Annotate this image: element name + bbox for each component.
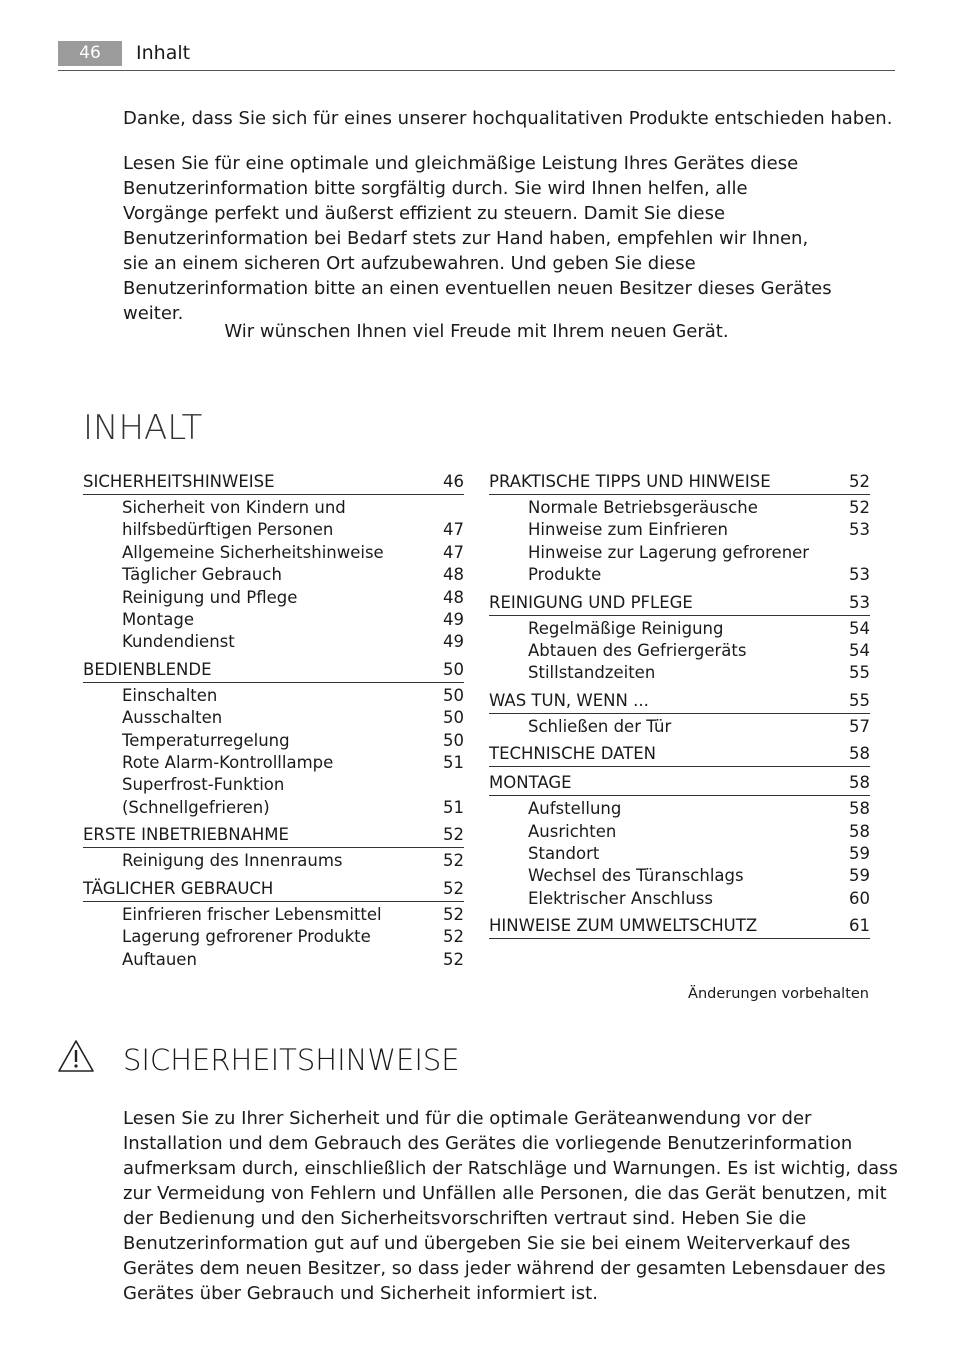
toc-section[interactable]: [83, 824, 464, 848]
toc-section[interactable]: [83, 878, 464, 902]
toc-item-label: Ausschalten: [122, 708, 223, 728]
toc-item-page: 48: [443, 565, 464, 585]
toc-item-page: 52: [443, 927, 464, 947]
toc-item[interactable]: [83, 542, 464, 564]
toc-item[interactable]: [489, 618, 870, 640]
toc-item-label: Stillstandzeiten: [528, 663, 656, 683]
toc-item[interactable]: [83, 631, 464, 653]
toc-item[interactable]: [83, 949, 464, 971]
toc-section[interactable]: [489, 915, 870, 939]
toc-item-page: 52: [849, 498, 870, 517]
toc-section[interactable]: [489, 772, 870, 796]
toc-item-label: Regelmäßige Reinigung: [528, 618, 724, 638]
toc-item-page: 48: [443, 587, 464, 607]
toc-item-page: 52: [443, 904, 464, 924]
toc-section[interactable]: [489, 592, 870, 616]
toc-item-page: 50: [443, 730, 464, 750]
toc-section-title: SICHERHEITSHINWEISE: [83, 472, 275, 491]
toc-item-label: Einschalten: [122, 685, 218, 705]
toc-section-page: 61: [849, 916, 870, 936]
toc-item-page: 54: [849, 618, 870, 638]
toc-section-title: REINIGUNG UND PFLEGE: [489, 592, 693, 612]
toc-section-title: WAS TUN, WENN ...: [489, 690, 649, 710]
toc-item[interactable]: [489, 716, 870, 738]
toc-item-list: [83, 497, 464, 654]
toc-item[interactable]: [83, 609, 464, 631]
toc-section[interactable]: [489, 743, 870, 767]
toc-section-page: 52: [443, 878, 464, 898]
toc-item-list: [489, 618, 870, 685]
toc-item-page: 58: [849, 821, 870, 841]
page-number: 46: [58, 41, 122, 66]
toc-item-page: 59: [849, 866, 870, 886]
warning-icon: [57, 1039, 95, 1073]
toc-item-page: 60: [849, 888, 870, 908]
intro-paragraph-1: Danke, dass Sie sich für eines unserer hochqualitativen Produkte entschieden haben.: [123, 108, 893, 129]
toc-item[interactable]: [83, 564, 464, 586]
toc-section-page: 58: [849, 773, 870, 793]
toc-item-page: 50: [443, 685, 464, 705]
toc-item-page: 51: [443, 753, 464, 773]
header-title: Inhalt: [136, 42, 191, 64]
toc-item[interactable]: [489, 519, 870, 541]
toc-item-page: 47: [443, 542, 464, 562]
toc-item[interactable]: [489, 662, 870, 684]
toc-title: INHALT: [83, 408, 203, 448]
changes-note: Änderungen vorbehalten: [688, 986, 869, 1002]
toc-item-page: 57: [849, 716, 870, 736]
toc-item-label: Kundendienst: [122, 632, 235, 652]
toc-section-title: ERSTE INBETRIEBNAHME: [83, 825, 289, 845]
toc-section-title: TECHNISCHE DATEN: [489, 744, 656, 764]
toc-section-page: 46: [443, 472, 464, 491]
toc-item-label: Auftauen: [122, 949, 197, 969]
toc-item-label: Lagerung gefrorener Produkte: [122, 927, 371, 947]
toc-item-label: Elektrischer Anschluss: [528, 888, 713, 908]
toc-item[interactable]: [83, 774, 464, 819]
toc-item-page: 58: [849, 799, 870, 819]
toc-section-page: 52: [849, 472, 870, 491]
toc-section-title: MONTAGE: [489, 773, 572, 793]
toc-section-title: HINWEISE ZUM UMWELTSCHUTZ: [489, 916, 758, 936]
toc-item[interactable]: [489, 798, 870, 820]
toc-item-label: Standort: [528, 844, 600, 864]
toc-item-list: [489, 497, 870, 587]
header-rule: [58, 70, 895, 71]
toc-item-page: 52: [443, 949, 464, 969]
toc-item-page: 53: [849, 520, 870, 540]
toc-item-page: 51: [443, 797, 464, 817]
toc-item-label: Aufstellung: [528, 799, 622, 819]
safety-paragraph: Lesen Sie zu Ihrer Sicherheit und für die optimale Geräteanwendung vor der Installation und dem Gebrauch des Gerätes die vorliegende Benutzerinformation aufmerksam durch, einschließlich der Ratschläge und Warnungen. Es ist wichtig, dass zur Vermeidung von Fehlern und Unfällen alle Personen, die das Gerät benutzen, mit der Bedienung und den Sicherheitsvorschriften vertraut sind. Heben Sie die Benutzerinformation gut auf und übergeben Sie sie bei einem Weiterverkauf des Gerätes dem neuen Besitzer, so dass jeder während der gesamten Lebensdauer des Gerätes über Gebrauch und Sicherheit informiert ist.: [123, 1108, 898, 1304]
toc-left-column: [83, 471, 464, 976]
toc-item-list: [83, 904, 464, 971]
toc-section-page: 52: [443, 825, 464, 845]
toc-section[interactable]: [489, 471, 870, 495]
toc-item[interactable]: [489, 865, 870, 887]
toc-item[interactable]: [83, 850, 464, 872]
toc-item-page: 49: [443, 610, 464, 630]
toc-section-title: PRAKTISCHE TIPPS UND HINWEISE: [489, 472, 771, 491]
toc-section-page: 50: [443, 659, 464, 679]
toc-item[interactable]: [489, 888, 870, 910]
toc-item-page: 52: [443, 851, 464, 871]
toc-item-page: 53: [849, 565, 870, 585]
toc-section-page: 55: [849, 690, 870, 710]
toc-section[interactable]: [83, 659, 464, 683]
toc-item[interactable]: [489, 843, 870, 865]
toc-item-label: Hinweise zur Lagerung gefrorener Produkte: [528, 542, 810, 585]
toc-section-title: TÄGLICHER GEBRAUCH: [83, 878, 274, 898]
toc-section[interactable]: [83, 471, 464, 495]
toc-item-page: 50: [443, 708, 464, 728]
toc-item-label: Schließen der Tür: [528, 716, 672, 736]
toc-item-label: Reinigung und Pflege: [122, 587, 298, 607]
toc-item-page: 55: [849, 663, 870, 683]
toc-item[interactable]: [83, 497, 464, 542]
toc-item[interactable]: [83, 904, 464, 926]
toc-section-title: BEDIENBLENDE: [83, 659, 212, 679]
toc-item-label: Rote Alarm-Kontrolllampe: [122, 753, 334, 773]
toc-item[interactable]: [489, 640, 870, 662]
toc-item[interactable]: [489, 821, 870, 843]
toc-item-label: Sicherheit von Kindern und hilfsbedürftigen Personen: [122, 498, 346, 540]
toc-item-list: [489, 716, 870, 738]
toc-section-page: 58: [849, 744, 870, 764]
toc-item-label: Allgemeine Sicherheitshinweise: [122, 542, 384, 562]
toc-item-list: [489, 798, 870, 910]
toc-right-column: [489, 471, 870, 944]
toc-item-label: Abtauen des Gefriergeräts: [528, 641, 747, 661]
toc-item[interactable]: [83, 685, 464, 707]
toc-item[interactable]: [489, 542, 870, 587]
intro-closing: Wir wünschen Ihnen viel Freude mit Ihrem neuen Gerät.: [224, 321, 729, 342]
toc-item-label: Montage: [122, 610, 194, 630]
safety-heading: SICHERHEITSHINWEISE: [123, 1043, 460, 1077]
toc-item-label: Reinigung des Innenraums: [122, 851, 343, 871]
toc-item-page: 49: [443, 632, 464, 652]
toc-item-label: Täglicher Gebrauch: [122, 565, 282, 585]
toc-section[interactable]: [489, 690, 870, 714]
toc-item-label: Normale Betriebsgeräusche: [528, 498, 758, 517]
toc-item[interactable]: [83, 752, 464, 774]
toc-item-page: 47: [443, 520, 464, 540]
toc-item-list: [83, 685, 464, 819]
toc-item-label: Temperaturregelung: [122, 730, 290, 750]
toc-item-label: Einfrieren frischer Lebensmittel: [122, 904, 382, 924]
toc-item-label: Hinweise zum Einfrieren: [528, 520, 728, 540]
toc-item[interactable]: [83, 587, 464, 609]
toc-item-page: 54: [849, 641, 870, 661]
toc-item-label: Ausrichten: [528, 821, 617, 841]
toc-item-page: 59: [849, 844, 870, 864]
toc-item[interactable]: [83, 707, 464, 729]
toc-item[interactable]: [489, 497, 870, 519]
intro-paragraph-2: Lesen Sie für eine optimale und gleichmäßige Leistung Ihres Gerätes diese Benutzerinformation bitte sorgfältig durch. Sie wird Ihnen helfen, alle Vorgänge perfekt und äußerst effizient zu steuern. Damit Sie diese Benutzerinformation bei Bedarf stets zur Hand haben, empfehlen wir Ihnen, sie an einem sicheren Ort aufzubewahren. Und geben Sie diese Benutzerinformation bitte an einen eventuellen neuen Besitzer dieses Gerätes weiter.: [123, 153, 832, 324]
toc-item-list: [83, 850, 464, 872]
toc-section-page: 53: [849, 592, 870, 612]
toc-item[interactable]: [83, 926, 464, 948]
toc-item[interactable]: [83, 730, 464, 752]
toc-item-label: Superfrost-Funktion (Schnellgefrieren): [122, 775, 285, 817]
toc-item-label: Wechsel des Türanschlags: [528, 866, 744, 886]
